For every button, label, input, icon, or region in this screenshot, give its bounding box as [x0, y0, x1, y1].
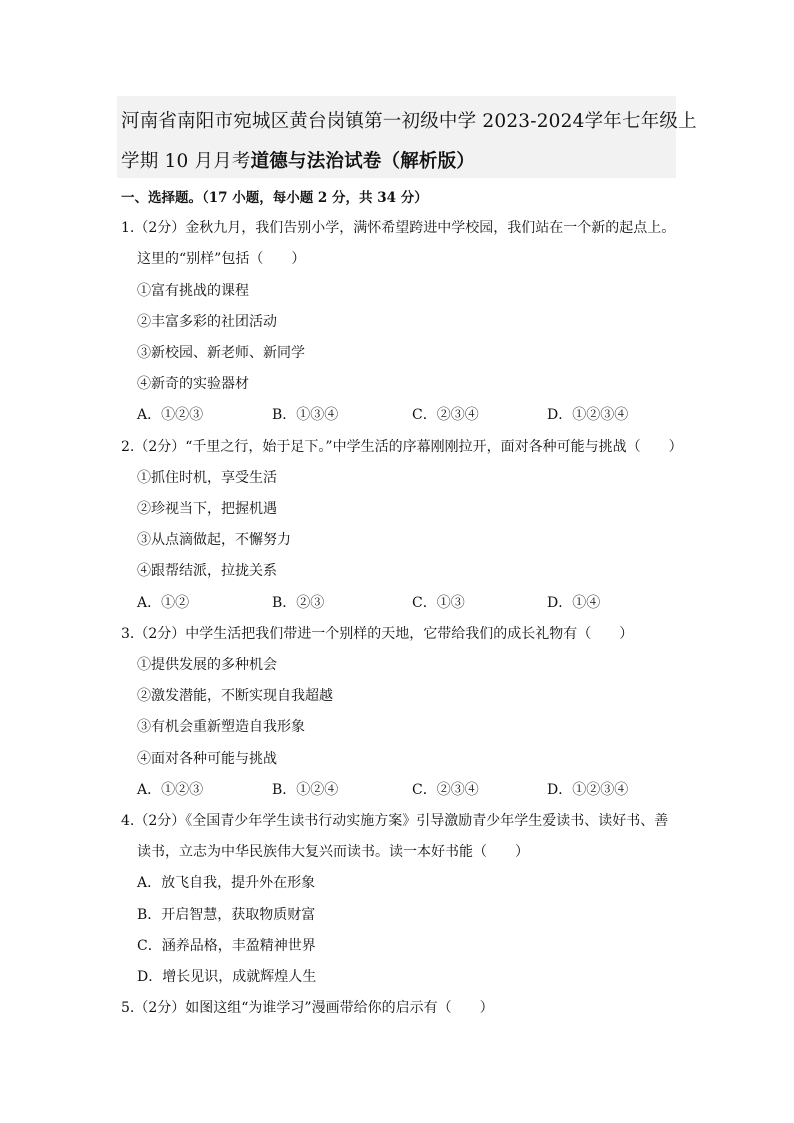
question-1-option-b: B．①③④ — [272, 407, 339, 423]
question-2-stem: 2.（2分）“千里之行，始于足下。”中学生活的序幕刚刚拉开，面对各种可能与挑战（ ） — [121, 439, 683, 455]
question-3-item: ②激发潜能，不断实现自我超越 — [137, 688, 333, 704]
question-1-stem-cont: 这里的“别样”包括（ ） — [137, 251, 306, 267]
question-4-stem: 4.（2分）《全国青少年学生读书行动实施方案》引导激励青少年学生爱读书、读好书、善 — [121, 813, 669, 829]
question-1-item: ④新奇的实验器材 — [137, 376, 249, 392]
question-1-option-a: A．①②③ — [137, 407, 204, 423]
question-4-stem-cont: 读书，立志为中华民族伟大复兴而读书。读一本好书能（ ） — [137, 844, 529, 860]
question-3-stem: 3.（2分）中学生活把我们带进一个别样的天地，它带给我们的成长礼物有（ ） — [121, 626, 634, 642]
question-3-item: ④面对各种可能与挑战 — [137, 751, 277, 767]
question-3-option-a: A．①②③ — [137, 782, 204, 798]
question-2-item: ①抓住时机，享受生活 — [137, 470, 277, 486]
exam-title-line-1: 河南省南阳市宛城区黄台岗镇第一初级中学 2023-2024学年七年级上 — [121, 111, 697, 132]
question-4-option-c: C．涵养品格，丰盈精神世界 — [137, 938, 316, 954]
exam-title-date: 学期 10 月月考 — [121, 151, 251, 172]
question-2-option-d: D．①④ — [547, 595, 601, 611]
question-2-option-b: B．②③ — [272, 595, 325, 611]
question-1-item: ①富有挑战的课程 — [137, 283, 249, 299]
question-1-stem: 1.（2分）金秋九月，我们告别小学，满怀希望跨进中学校园，我们站在一个新的起点上。 — [121, 220, 676, 236]
question-5-stem: 5.（2分）如图这组“为谁学习”漫画带给你的启示有（ ） — [121, 1000, 494, 1016]
question-2-item: ③从点滴做起，不懈努力 — [137, 532, 291, 548]
question-1-item: ②丰富多彩的社团活动 — [137, 314, 277, 330]
exam-title-subject: 道德与法治试卷（解析版） — [250, 151, 476, 172]
question-4-option-b: B．开启智慧，获取物质财富 — [137, 907, 316, 923]
question-2-item: ④跟帮结派，拉拢关系 — [137, 563, 277, 579]
question-1-option-c: C．②③④ — [412, 407, 479, 423]
question-3-item: ③有机会重新塑造自我形象 — [137, 719, 305, 735]
question-2-item: ②珍视当下，把握机遇 — [137, 501, 277, 517]
question-1-item: ③新校园、新老师、新同学 — [137, 345, 305, 361]
question-3-option-c: C．②③④ — [412, 782, 479, 798]
question-2-option-c: C．①③ — [412, 595, 465, 611]
question-3-option-d: D．①②③④ — [547, 782, 629, 798]
question-3-item: ①提供发展的多种机会 — [137, 657, 277, 673]
question-4-option-a: A．放飞自我，提升外在形象 — [137, 875, 316, 891]
question-4-option-d: D．增长见识，成就辉煌人生 — [137, 969, 317, 985]
question-2-option-a: A．①② — [137, 595, 190, 611]
exam-title-line-2 — [121, 147, 475, 173]
question-3-option-b: B．①②④ — [272, 782, 339, 798]
section-heading: 一、选择题。（17 小题，每小题 2 分，共 34 分） — [121, 190, 428, 206]
question-1-option-d: D．①②③④ — [547, 407, 629, 423]
